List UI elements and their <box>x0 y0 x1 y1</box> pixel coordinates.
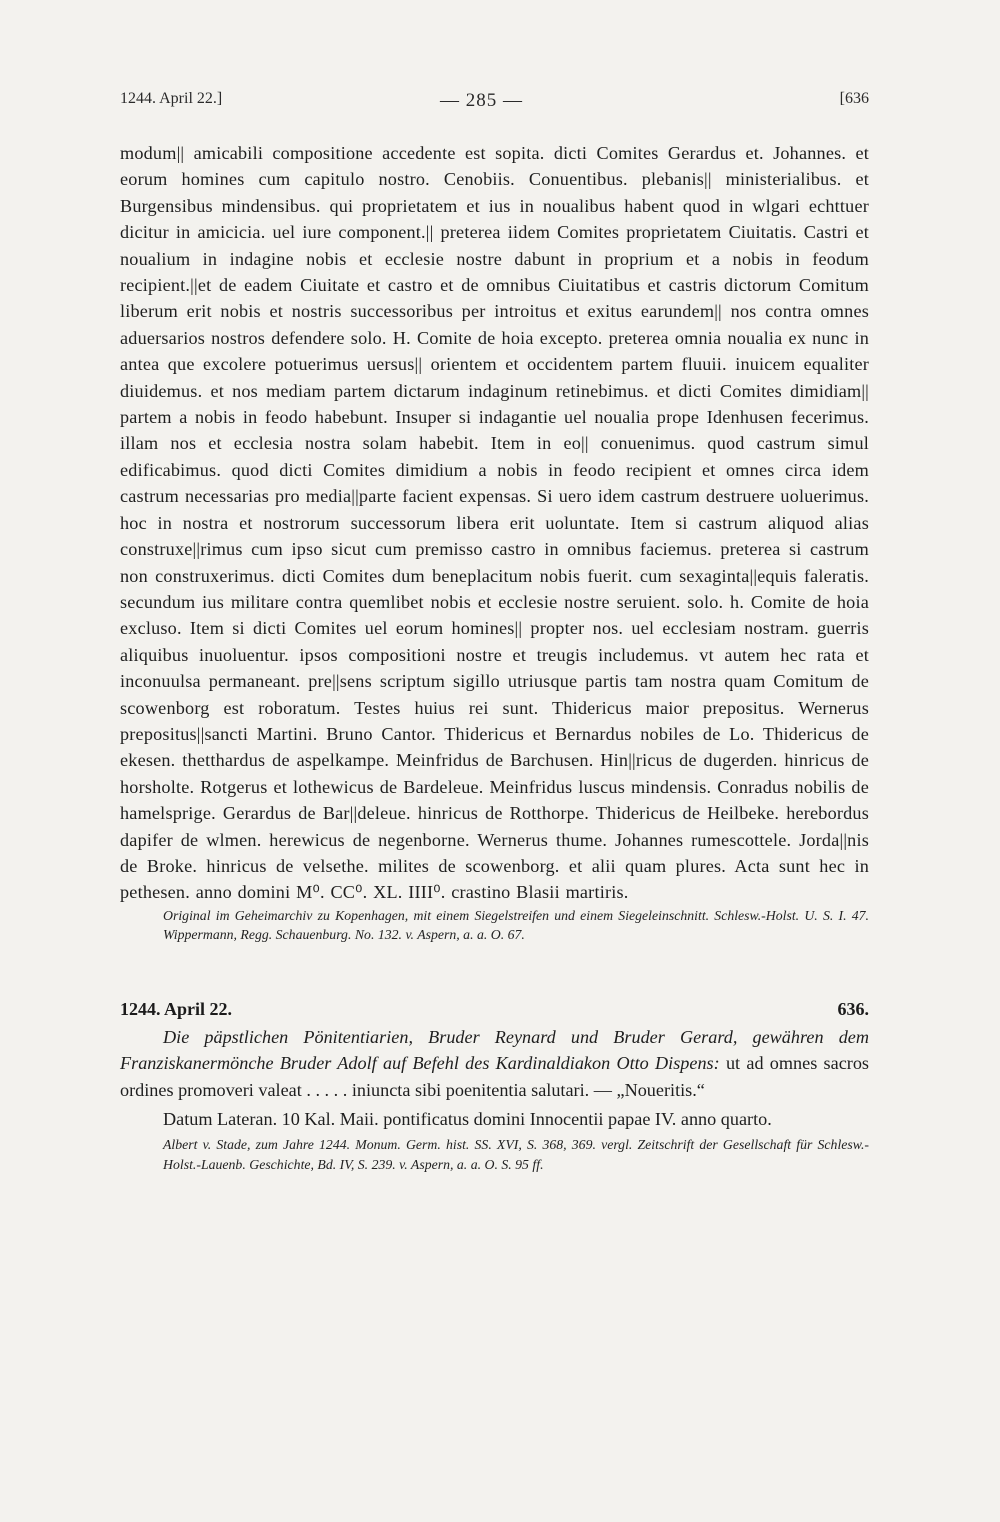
document-date: 1244. April 22. <box>120 998 233 1019</box>
document-heading <box>120 999 869 1020</box>
header-document-number: [636 <box>839 90 869 107</box>
charter-paragraph: modum|| amicabili compositione accedente est sopita. dicti Comites Gerardus et. Johannes. et eorum homines cum capitulo nostro. Cenobiis. Conuentibus. plebanis|| ministerialibus. et Burgensibus mindensibus. qui proprietatem et ius in noualibus habent quod in wlgari echttuer dicitur in amicicia. uel iure component.|| preterea iidem Comites proprietatem Ciuitatis. Castri et noualium in indagine nobis et ecclesie nostre dabunt in proprium et a nobis in feodum recipient.||et de eadem Ciuitate et castro et de omnibus Ciuitatibus et castris dictorum Comitum liberum erit nobis et nostris successoribus per introitus et exitus earundem|| nos contra omnes aduersarios nostros defendere solo. H. Comite de hoia excepto. preterea omnia noualia ex nunc in antea que excolere potuerimus uersus|| orientem et occidentem partem fluuii. inuicem equaliter diuidemus. et nos mediam partem dictarum indaginum retinebimus. et dicti Comites dimidiam|| partem a nobis in feodo habebunt. Insuper si indagantie uel noualia prope Idenhusen fecerimus. illam nos et ecclesia nostra solam habebit. Item in eo|| conuenimus. quod castrum simul edificabimus. quod dicti Comites dimidium a nobis in feodo recipient et omnes circa idem castrum necessarias pro media||parte facient expensas. Si uero idem castrum destruere uoluerimus. hoc in nostra et nostrorum successorum libera erit uoluntate. Item si castrum aliquod alias construxe||rimus cum ipso sicut cum premisso castro in omnibus faciemus. preterea si castrum non construxerimus. dicti Comites dum beneplacitum nobis fuerit. cum sexaginta||equis faleratis. secundum ius militare contra quemlibet nobis et ecclesie nostre seruient. solo. h. Comite de hoia excluso. Item si dicti Comites uel eorum homines|| propter nos. uel ecclesiam nostram. guerris aliquibus inuoluentur. ipsos compositioni nostre et treugis includemus. vt autem hec rata et inconuulsa permaneant. pre||sens scriptum sigillo utriusque partis tam nostra quam Comitum de scowenborg est roboratum. Testes huius rei sunt. Thidericus maior prepositus. Wernerus prepositus||sancti Martini. Bruno Cantor. Thidericus et Bernardus nobiles de Lo. Thidericus de ekesen. thetthardus de aspelkampe. Meinfridus de Barchusen. Hin||ricus de dugerden. hinricus de horsholte. Rotgerus et lothewicus de Bardeleue. Meinfridus luscus mindensis. Conradus nobilis de hamelsprige. Gerardus de Bar||deleue. hinricus de Rotthorpe. Thidericus de Heilbeke. herebordus dapifer de wlmen. herewicus de negenborne. Wernerus thume. Johannes rumescottele. Jorda||nis de Broke. hinricus de velsethe. milites de scowenborg. et alii quam plures. Acta sunt hec in pethesen. anno domini M⁰. CC⁰. XL. IIII⁰. crastino Blasii martiris. <box>120 143 869 903</box>
entry-source-note: Albert v. Stade, zum Jahre 1244. Monum. Germ. hist. SS. XVI, S. 368, 369. vergl. Zeitschrift der Gesellschaft für Schlesw.-Holst.-Lauenb. Geschichte, Bd. IV, S. 239. v. Aspern, a. a. O. S. 95 ff. <box>163 1137 869 1172</box>
regest <box>120 1024 869 1103</box>
running-header <box>120 90 869 126</box>
source-note: Original im Geheimarchiv zu Kopenhagen, mit einem Siegelstreifen und einem Siegeleinschnitt. Schlesw.-Holst. U. S. I. 47. Wippermann, Regg. Schauenburg. No. 132. v. Aspern, a. a. O. 67. <box>163 907 869 943</box>
regest-summary: Die päpstlichen Pönitentiarien, Bruder Reynard und Bruder Gerard, gewähren dem Franziskanermönche Bruder Adolf auf Befehl des Kardinaldiakon Otto Dispens: <box>120 1026 869 1074</box>
charter-text <box>120 140 869 906</box>
header-date: 1244. April 22.] <box>120 90 223 107</box>
document-number: 636. <box>837 998 869 1019</box>
datum-line: Datum Lateran. 10 Kal. Maii. pontificatus domini Innocentii papae IV. anno quarto. <box>163 1109 772 1129</box>
page-number: — 285 — <box>440 90 523 111</box>
regest-quote: ut ad omnes sacros ordines promoveri valeat . . . . . iniuncta sibi poenitentia salutari. — „Noueritis.“ <box>120 1053 869 1100</box>
